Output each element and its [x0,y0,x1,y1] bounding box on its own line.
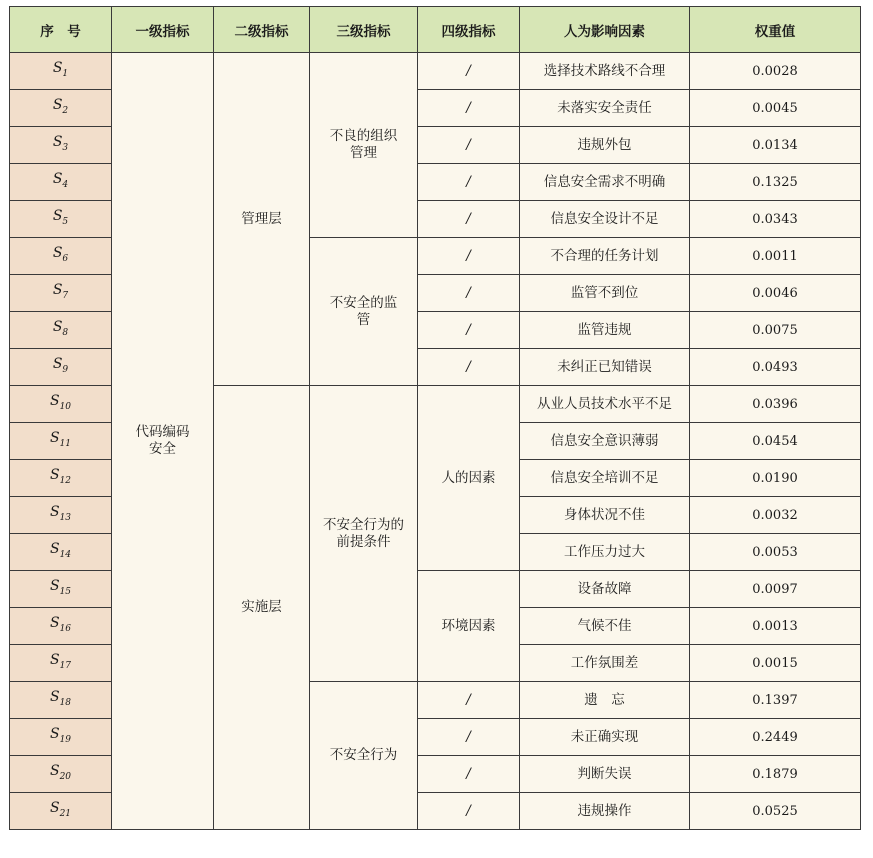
weight-cell: 0.0097 [690,571,861,608]
factor-cell: 选择技术路线不合理 [520,53,690,90]
header-row [10,7,861,53]
factor-cell: 遗 忘 [520,682,690,719]
row-index: $S_{14}$ [10,534,112,571]
weight-cell: 0.0190 [690,460,861,497]
factor-cell: 判断失误 [520,756,690,793]
factor-cell: 从业人员技术水平不足 [520,386,690,423]
weight-cell: 0.0134 [690,127,861,164]
row-index: $S_8$ [10,312,112,349]
factor-cell: 违规操作 [520,793,690,830]
weight-cell: 0.0028 [690,53,861,90]
row-index: $S_{13}$ [10,497,112,534]
level3-cell: 不良的组织管理 [310,53,418,238]
weight-cell: 0.2449 [690,719,861,756]
factor-cell: 设备故障 [520,571,690,608]
weight-cell: 0.0396 [690,386,861,423]
row-index: $S_{16}$ [10,608,112,645]
weight-cell: 0.0493 [690,349,861,386]
row-index: $S_6$ [10,238,112,275]
level2-cell: 管理层 [214,53,310,386]
level4-cell: / [418,275,520,312]
level2-cell: 实施层 [214,386,310,830]
row-index: $S_{20}$ [10,756,112,793]
factor-cell: 违规外包 [520,127,690,164]
level4-cell: / [418,53,520,90]
row-index: $S_2$ [10,90,112,127]
row-index: $S_{17}$ [10,645,112,682]
factor-cell: 未纠正已知错误 [520,349,690,386]
level4-cell: 人的因素 [418,386,520,571]
row-index: $S_1$ [10,53,112,90]
row-index: $S_5$ [10,201,112,238]
weight-cell: 0.0075 [690,312,861,349]
weight-cell: 0.1879 [690,756,861,793]
level4-cell: / [418,201,520,238]
row-index: $S_{18}$ [10,682,112,719]
row-index: $S_7$ [10,275,112,312]
level4-cell: / [418,312,520,349]
factor-cell: 未落实安全责任 [520,90,690,127]
level3-cell: 不安全行为的前提条件 [310,386,418,682]
weight-cell: 0.0045 [690,90,861,127]
level4-cell: / [418,238,520,275]
weight-cell: 0.0454 [690,423,861,460]
factor-cell: 工作压力过大 [520,534,690,571]
header-level4: 四级指标 [418,7,520,53]
row-index: $S_{10}$ [10,386,112,423]
weight-cell: 0.0032 [690,497,861,534]
level3-cell: 不安全行为 [310,682,418,830]
level4-cell: / [418,90,520,127]
header-level3: 三级指标 [310,7,418,53]
factor-cell: 工作氛围差 [520,645,690,682]
weight-cell: 0.0525 [690,793,861,830]
weight-cell: 0.1397 [690,682,861,719]
row-index: $S_{11}$ [10,423,112,460]
weight-cell: 0.0053 [690,534,861,571]
factor-cell: 信息安全设计不足 [520,201,690,238]
weight-cell: 0.0343 [690,201,861,238]
factor-cell: 气候不佳 [520,608,690,645]
weight-table [9,6,861,830]
row-index: $S_{12}$ [10,460,112,497]
factor-cell: 监管不到位 [520,275,690,312]
header-index: 序 号 [10,7,112,53]
level4-cell: / [418,756,520,793]
row-index: $S_{19}$ [10,719,112,756]
header-level1: 一级指标 [112,7,214,53]
weight-cell: 0.0011 [690,238,861,275]
weight-cell: 0.0015 [690,645,861,682]
weight-cell: 0.1325 [690,164,861,201]
level4-cell: / [418,349,520,386]
header-factor: 人为影响因素 [520,7,690,53]
row-index: $S_9$ [10,349,112,386]
header-weight: 权重值 [690,7,861,53]
level4-cell: / [418,164,520,201]
level1-cell: 代码编码安全 [112,53,214,830]
header-level2: 二级指标 [214,7,310,53]
weight-cell: 0.0013 [690,608,861,645]
row-index: $S_{15}$ [10,571,112,608]
factor-cell: 监管违规 [520,312,690,349]
level4-cell: / [418,682,520,719]
factor-cell: 身体状况不佳 [520,497,690,534]
factor-cell: 信息安全意识薄弱 [520,423,690,460]
factor-cell: 信息安全培训不足 [520,460,690,497]
factor-cell: 未正确实现 [520,719,690,756]
weight-cell: 0.0046 [690,275,861,312]
factor-cell: 信息安全需求不明确 [520,164,690,201]
level4-cell: / [418,793,520,830]
row-index: $S_{21}$ [10,793,112,830]
level4-cell: / [418,719,520,756]
row-index: $S_3$ [10,127,112,164]
level4-cell: / [418,127,520,164]
row-index: $S_4$ [10,164,112,201]
level3-cell: 不安全的监管 [310,238,418,386]
factor-cell: 不合理的任务计划 [520,238,690,275]
level4-cell: 环境因素 [418,571,520,682]
table-row [10,53,861,90]
